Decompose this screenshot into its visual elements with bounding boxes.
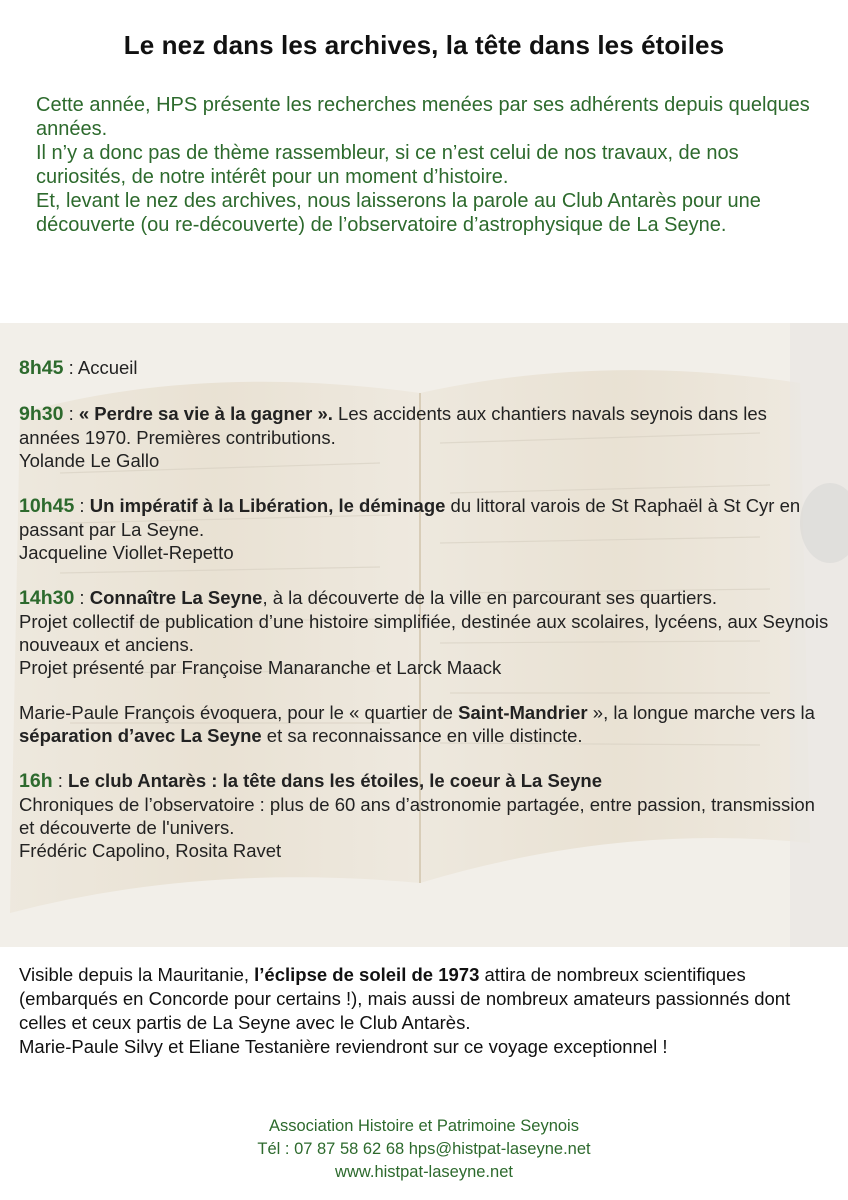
time-label: 14h30 <box>19 587 75 609</box>
program-item-10h45 <box>19 494 829 564</box>
item-text: », la longue marche vers la <box>587 702 815 723</box>
separator: : <box>74 495 90 516</box>
footer <box>0 1115 848 1184</box>
program-list <box>19 356 829 884</box>
separator: : <box>74 587 90 608</box>
speaker: Projet présenté par Françoise Manaranche et Larck Maack <box>19 657 502 678</box>
time-label: 16h <box>19 770 53 792</box>
footer-organization: Association Histoire et Patrimoine Seynois <box>269 1117 579 1135</box>
time-label: 9h30 <box>19 403 64 425</box>
speaker: Frédéric Capolino, Rosita Ravet <box>19 840 282 861</box>
separator: : <box>63 403 79 424</box>
program-item-saint-mandrier <box>19 701 829 747</box>
talk-details: Projet collectif de publication d’une histoire simplifiée, destinée aux scolaires, lycéens, aux Seynois nouveaux et anciens. <box>19 611 829 655</box>
intro-paragraph-1: Cette année, HPS présente les recherches menées par ses adhérents depuis quelques années. <box>36 94 810 140</box>
program-item-14h30 <box>19 586 829 679</box>
eclipse-text: attira de nombreux scientifiques (embarqués en Concorde pour certains !), mais aussi de nombreux amateurs passionnés dont celles et ceux partis de La Seyne avec le Club Antarès. <box>19 964 791 1033</box>
page-title: Le nez dans les archives, la tête dans les étoiles <box>123 30 725 60</box>
eclipse-highlight: l’éclipse de soleil de 1973 <box>254 964 480 985</box>
footer-contact: Tél : 07 87 58 62 68 hps@histpat-laseyne.net <box>257 1140 591 1158</box>
eclipse-paragraph <box>19 963 834 1059</box>
talk-description: Les accidents aux chantiers navals seynois dans les années 1970. Premières contributions. <box>19 403 767 448</box>
separator: : <box>63 357 78 378</box>
talk-description: , à la découverte de la ville en parcourant ses quartiers. <box>262 587 717 608</box>
item-text: Marie-Paule François évoquera, pour le « quartier de <box>19 702 459 723</box>
item-text: et sa reconnaissance en ville distincte. <box>261 725 583 746</box>
talk-title: « Perdre sa vie à la gagner ». <box>78 403 333 424</box>
program-item-16h <box>19 769 829 862</box>
program-item-accueil <box>19 356 829 380</box>
separator: : <box>52 770 69 791</box>
intro-text <box>36 93 826 237</box>
speaker: Yolande Le Gallo <box>19 450 160 471</box>
highlight-text: séparation d’avec La Seyne <box>19 725 262 746</box>
eclipse-text: Visible depuis la Mauritanie, <box>19 964 255 985</box>
eclipse-speakers: Marie-Paule Silvy et Eliane Testanière reviendront sur ce voyage exceptionnel ! <box>19 1036 668 1057</box>
highlight-text: Saint-Mandrier <box>458 702 588 723</box>
talk-title: Un impératif à la Libération, le déminage <box>89 495 446 516</box>
program-section <box>0 323 848 947</box>
speaker: Jacqueline Viollet-Repetto <box>19 542 234 563</box>
time-label: 8h45 <box>19 357 64 379</box>
time-label: 10h45 <box>19 495 75 517</box>
talk-title: Le club Antarès : la tête dans les étoiles, le coeur à La Seyne <box>68 770 602 791</box>
intro-paragraph-3: Et, levant le nez des archives, nous laisserons la parole au Club Antarès pour une découverte (ou re-découverte) de l’observatoire d’astrophysique de La Seyne. <box>36 190 761 236</box>
talk-details: Chroniques de l’observatoire : plus de 60 ans d’astronomie partagée, entre passion, transmission et découverte de l'univers. <box>19 794 815 838</box>
talk-description: du littoral varois de St Raphaël à St Cyr en passant par La Seyne. <box>19 495 801 540</box>
talk-title: Connaître La Seyne <box>89 587 263 608</box>
intro-paragraph-2: Il n’y a donc pas de thème rassembleur, si ce n’est celui de nos travaux, de nos curiosités, de notre intérêt pour un moment d’histoire. <box>36 142 739 188</box>
footer-website: www.histpat-laseyne.net <box>335 1163 513 1181</box>
item-text: Accueil <box>77 357 138 378</box>
program-item-9h30 <box>19 402 829 472</box>
